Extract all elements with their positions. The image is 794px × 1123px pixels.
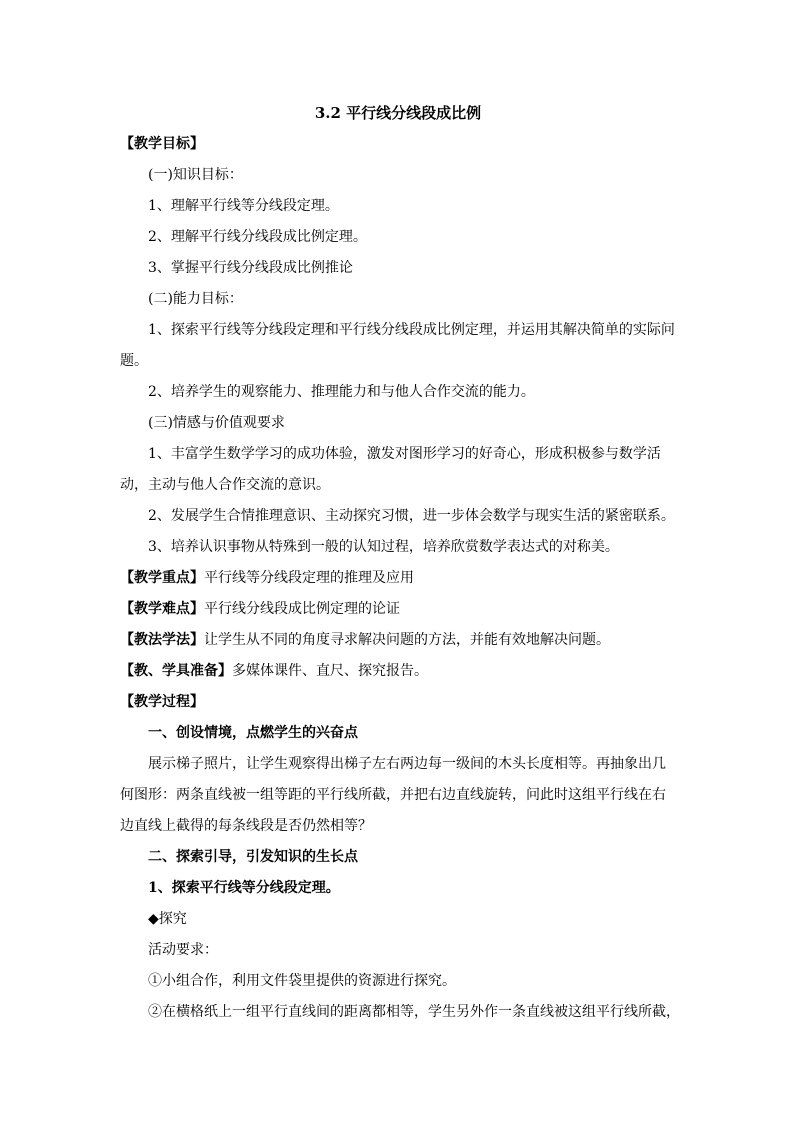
- activity-item: ①小组合作，利用文件袋里提供的资源进行探究。: [148, 973, 456, 989]
- method-line: [120, 625, 676, 656]
- emotion-item: 2、发展学生合情推理意识、主动探究习惯，进一步体会数学与现实生活的紧密联系。: [148, 508, 675, 524]
- prep-line: [120, 656, 676, 687]
- knowledge-heading: (一)知识目标：: [148, 167, 243, 183]
- key-point-text: 平行线等分线段定理的推理及应用: [204, 570, 414, 586]
- goals-heading: 【教学目标】: [120, 136, 204, 152]
- prep-label: 【教、学具准备】: [120, 663, 232, 679]
- document-page: [120, 98, 680, 1028]
- ability-item: 1、探索平行线等分线段定理和平行线分线段成比例定理，并运用其解决简单的实际问题。: [120, 322, 675, 369]
- ability-item: 2、培养学生的观察能力、推理能力和与他人合作交流的能力。: [148, 384, 535, 400]
- key-point-label: 【教学重点】: [120, 570, 204, 586]
- step2-heading: 二、探索引导，引发知识的生长点: [148, 849, 358, 865]
- method-text: 让学生从不同的角度寻求解决问题的方法，并能有效地解决问题。: [204, 632, 610, 648]
- page-title: 3.2 平行线分线段成比例: [314, 104, 482, 122]
- key-point-line: [120, 563, 676, 594]
- method-label: 【教法学法】: [120, 632, 204, 648]
- activity-item: ②在横格纸上一组平行直线间的距离都相等，学生另外作一条直线被这组平行线所截，: [148, 1004, 680, 1020]
- step1-text: 展示梯子照片，让学生观察得出梯子左右两边每一级间的木头长度相等。再抽象出几何图形：两条直线被一组等距的平行线所截，并把右边直线旋转，问此时这组平行线在右边直线上截得的每条线段是否仍然相等？: [120, 756, 666, 834]
- ability-heading: (二)能力目标：: [148, 291, 243, 307]
- emotion-item: 1、丰富学生数学学习的成功体验，激发对图形学习的好奇心，形成积极参与数学活动，主动与他人合作交流的意识。: [120, 446, 661, 493]
- knowledge-item: 3、掌握平行线分线段成比例推论: [148, 260, 353, 276]
- step2-subheading: 1、探索平行线等分线段定理。: [148, 880, 340, 896]
- difficulty-label: 【教学难点】: [120, 601, 204, 617]
- prep-text: 多媒体课件、直尺、探究报告。: [232, 663, 428, 679]
- explore-label: ◆探究: [148, 911, 187, 927]
- activity-label: 活动要求：: [148, 942, 218, 958]
- emotion-heading: (三)情感与价值观要求: [148, 415, 285, 431]
- process-heading: 【教学过程】: [120, 694, 204, 710]
- knowledge-item: 1、理解平行线等分线段定理。: [148, 198, 339, 214]
- knowledge-item: 2、理解平行线分线段成比例定理。: [148, 229, 367, 245]
- difficulty-text: 平行线分线段成比例定理的论证: [204, 601, 400, 617]
- difficulty-line: [120, 594, 676, 625]
- step1-heading: 一、创设情境，点燃学生的兴奋点: [148, 725, 358, 741]
- emotion-item: 3、培养认识事物从特殊到一般的认知过程，培养欣赏数学表达式的对称美。: [148, 539, 619, 555]
